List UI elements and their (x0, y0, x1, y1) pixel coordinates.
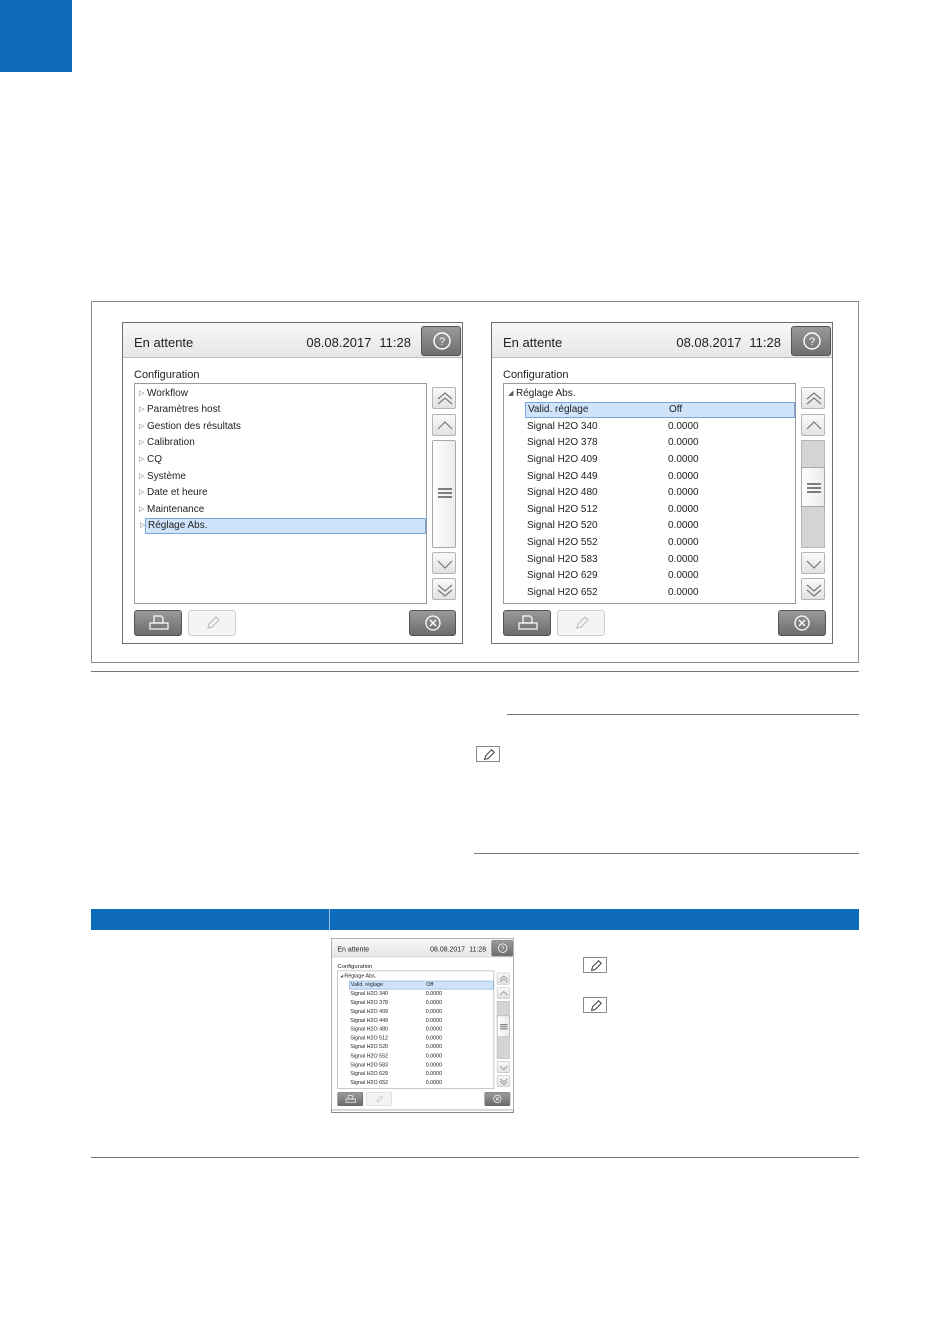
status-text: En attente (134, 335, 194, 350)
scrollbar[interactable] (801, 387, 825, 603)
double-chevron-up-icon (500, 975, 509, 984)
grip-lines-icon (500, 1024, 507, 1030)
setting-row[interactable]: Signal H2O 520 0.0000 (527, 520, 699, 531)
parent-node[interactable]: ◢ Réglage Abs. (504, 386, 795, 402)
expand-arrow-icon: ▷ (140, 522, 146, 529)
print-icon (149, 614, 169, 632)
print-button[interactable] (503, 610, 551, 636)
setting-row[interactable]: Signal H2O 480 0.0000 (527, 487, 699, 498)
date-text: 08.08.2017 (676, 335, 742, 350)
setting-row[interactable]: Signal H2O 378 0.0000 (350, 999, 443, 1006)
scroll-down-button[interactable] (801, 552, 825, 574)
pencil-icon (589, 959, 603, 973)
setting-row[interactable]: Signal H2O 449 0.0000 (350, 1017, 443, 1024)
setting-row[interactable]: Signal H2O 583 0.0000 (350, 1062, 443, 1069)
scroll-bottom-button[interactable] (432, 578, 456, 600)
double-chevron-up-icon (806, 391, 822, 407)
setting-row[interactable]: Signal H2O 480 0.0000 (350, 1026, 443, 1033)
expand-arrow-icon: ▷ (139, 406, 145, 413)
time-text: 11:28 (469, 944, 487, 953)
print-icon (345, 1094, 356, 1104)
scroll-thumb[interactable] (497, 1016, 510, 1037)
thumbnail-figure (331, 938, 514, 1113)
scroll-top-button[interactable] (801, 387, 825, 409)
close-button[interactable] (778, 610, 826, 636)
setting-row[interactable]: Signal H2O 629 0.0000 (527, 570, 699, 581)
close-circle-icon (793, 614, 811, 632)
screen-header (123, 323, 462, 358)
section-label: Configuration (337, 963, 373, 970)
menu-item-calibration[interactable]: ▷ Calibration (135, 435, 426, 451)
setting-row[interactable]: Signal H2O 583 0.0000 (527, 554, 699, 565)
scroll-down-button[interactable] (432, 552, 456, 574)
setting-row[interactable]: Valid. réglage Off (349, 981, 493, 990)
close-button[interactable] (409, 610, 456, 636)
scroll-bottom-button[interactable] (497, 1075, 510, 1087)
screen-header (492, 323, 832, 358)
grip-lines-icon (438, 487, 452, 499)
setting-row[interactable]: Signal H2O 512 0.0000 (350, 1035, 443, 1042)
datetime (430, 945, 486, 953)
pencil-icon (375, 1095, 384, 1104)
scrollbar[interactable] (432, 387, 456, 603)
date-text: 08.08.2017 (430, 944, 465, 953)
expand-arrow-icon: ▷ (139, 473, 145, 480)
expand-arrow-icon: ▷ (139, 456, 145, 463)
scroll-up-button[interactable] (801, 414, 825, 436)
chevron-down-icon (437, 556, 453, 572)
time-text: 11:28 (379, 335, 411, 350)
svg-text:?: ? (438, 336, 446, 348)
pencil-icon (589, 999, 603, 1013)
close-button[interactable] (485, 1092, 511, 1106)
expand-arrow-icon: ▷ (139, 423, 145, 430)
divider (507, 714, 859, 715)
menu-item-maintenance[interactable]: ▷ Maintenance (135, 502, 426, 518)
divider (474, 853, 859, 854)
print-button[interactable] (337, 1092, 363, 1106)
screen-abs-adjust-thumbnail (331, 938, 514, 1110)
edit-icon-box (583, 997, 607, 1013)
datetime (306, 335, 411, 350)
print-icon (518, 614, 538, 632)
section-label: Configuration (134, 369, 200, 381)
setting-row[interactable]: Signal H2O 629 0.0000 (350, 1070, 443, 1077)
double-chevron-down-icon (806, 582, 822, 598)
scroll-down-button[interactable] (497, 1061, 510, 1073)
table-header (91, 909, 859, 930)
collapse-arrow-icon: ◢ (508, 390, 514, 397)
edit-button[interactable] (366, 1092, 392, 1106)
column-divider (329, 909, 330, 930)
scroll-bottom-button[interactable] (801, 578, 825, 600)
help-button[interactable] (421, 326, 461, 356)
help-button[interactable] (492, 940, 513, 956)
pencil-icon (205, 615, 221, 631)
setting-row[interactable]: Signal H2O 340 0.0000 (527, 421, 699, 432)
status-text: En attente (503, 335, 563, 350)
chevron-up-icon (806, 418, 822, 434)
setting-row[interactable]: Signal H2O 409 0.0000 (350, 1008, 443, 1015)
double-chevron-up-icon (437, 391, 453, 407)
section-label: Configuration (503, 369, 569, 381)
expand-arrow-icon: ▷ (139, 506, 145, 513)
scrollbar[interactable] (497, 973, 510, 1089)
menu-item-datetime[interactable]: ▷ Date et heure (135, 485, 426, 501)
setting-row[interactable]: Signal H2O 520 0.0000 (350, 1043, 443, 1050)
setting-row[interactable]: Signal H2O 652 0.0000 (527, 587, 699, 598)
setting-row[interactable]: Signal H2O 512 0.0000 (527, 504, 699, 515)
setting-row[interactable]: Signal H2O 409 0.0000 (527, 454, 699, 465)
setting-row[interactable]: Signal H2O 552 0.0000 (350, 1053, 443, 1059)
help-icon (431, 330, 453, 352)
help-icon (497, 942, 509, 954)
scroll-top-button[interactable] (497, 973, 510, 985)
menu-item-results[interactable]: ▷ Gestion des résultats (135, 419, 426, 435)
date-text: 08.08.2017 (306, 335, 372, 350)
menu-item-qc[interactable]: ▷ CQ (135, 452, 426, 468)
svg-text:?: ? (501, 946, 505, 953)
scroll-thumb[interactable] (432, 440, 456, 548)
menu-item-host-params[interactable]: ▷ Paramètres host (135, 402, 426, 418)
status-text: En attente (337, 944, 370, 953)
edit-icon-box (583, 957, 607, 973)
pencil-icon (574, 615, 590, 631)
chevron-down-icon (500, 1063, 509, 1072)
setting-row[interactable]: Signal H2O 449 0.0000 (527, 471, 699, 482)
scroll-up-button[interactable] (497, 987, 510, 999)
menu-list (134, 383, 427, 604)
menu-item-system[interactable]: ▷ Système (135, 469, 426, 485)
double-chevron-down-icon (437, 582, 453, 598)
scroll-up-button[interactable] (432, 414, 456, 436)
expand-arrow-icon: ▷ (139, 439, 145, 446)
screen-menu (122, 322, 463, 644)
menu-item-workflow[interactable]: ▷ Workflow (135, 386, 426, 402)
screen-abs-adjust (491, 322, 833, 644)
settings-list (337, 971, 494, 1089)
chapter-tab (0, 0, 72, 72)
setting-row[interactable]: Signal H2O 340 0.0000 (350, 990, 443, 997)
collapse-arrow-icon: ◢ (340, 974, 343, 979)
chevron-down-icon (806, 556, 822, 572)
divider (91, 1157, 859, 1158)
expand-arrow-icon: ▷ (139, 489, 145, 496)
chevron-up-icon (500, 989, 509, 998)
edit-button[interactable] (557, 610, 605, 636)
help-icon (801, 330, 823, 352)
print-button[interactable] (134, 610, 182, 636)
divider (91, 671, 859, 672)
setting-row[interactable]: Valid. réglage Off (525, 402, 795, 418)
scroll-thumb[interactable] (801, 467, 825, 507)
close-circle-icon (424, 614, 442, 632)
chevron-up-icon (437, 418, 453, 434)
scroll-top-button[interactable] (432, 387, 456, 409)
svg-text:?: ? (808, 336, 816, 348)
settings-list (503, 383, 796, 604)
setting-row[interactable]: Signal H2O 552 0.0000 (527, 537, 699, 548)
screen-header (332, 939, 514, 958)
pencil-icon (482, 748, 496, 762)
datetime (676, 335, 781, 350)
parent-node[interactable]: ◢ Réglage Abs. (340, 973, 377, 980)
close-circle-icon (493, 1094, 503, 1104)
time-text: 11:28 (749, 335, 781, 350)
setting-row[interactable]: Signal H2O 652 0.0000 (350, 1079, 443, 1086)
grip-lines-icon (807, 482, 821, 494)
setting-row[interactable]: Signal H2O 378 0.0000 (527, 437, 699, 448)
menu-item-abs-adjust[interactable]: ▷ Réglage Abs. (145, 518, 426, 534)
expand-arrow-icon: ▷ (139, 390, 145, 397)
edit-button[interactable] (188, 610, 236, 636)
double-chevron-down-icon (500, 1077, 509, 1086)
edit-icon-box (476, 746, 500, 762)
help-button[interactable] (791, 326, 831, 356)
